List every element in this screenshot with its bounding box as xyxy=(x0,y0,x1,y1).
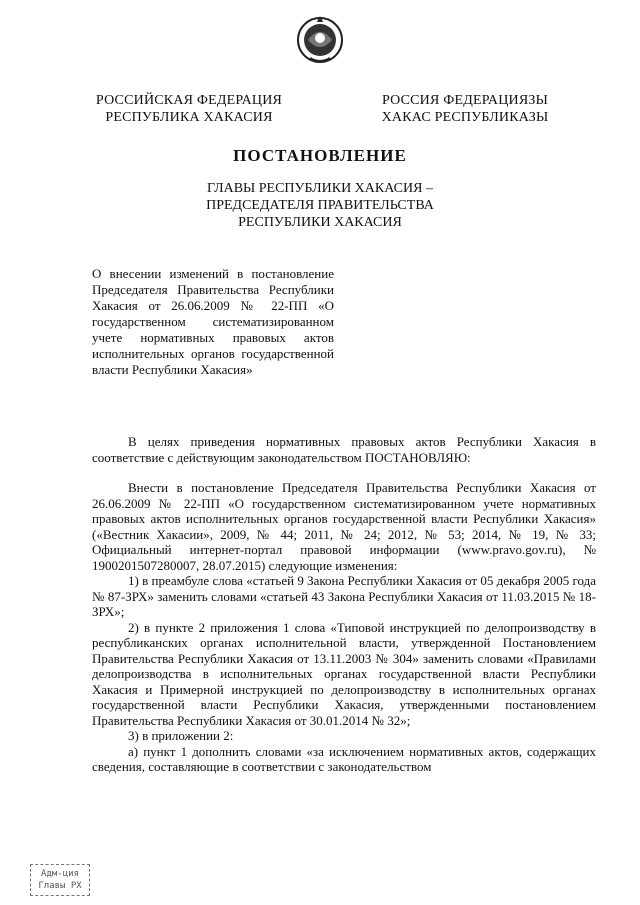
header-left-line-1: РОССИЙСКАЯ ФЕДЕРАЦИЯ xyxy=(95,93,283,108)
item-2: 2) в пункте 2 приложения 1 слова «Типовой инструкцией по делопроизводству в республиканских органах исполнительной власти, утвержденной Постановлением Правительства Республики Хакасия от 13.11.2003 № 304» заменить словами «Правилами делопроизводства в исполнительных органах государственной власти Республики Хакасия и Примерной инструкцией по делопроизводству в исполнительных органах государственной власти Республики Хакасия, утвержденными постановлением Правительства Республики Хакасия от 30.01.2014 № 32»; xyxy=(92,619,596,728)
registration-stamp xyxy=(30,864,90,896)
item-1: 1) в преамбуле слова «статьей 9 Закона Республики Хакасия от 05 декабря 2005 года № 87-ЗРХ» заменить словами «статьей 43 Закона Республики Хакасия от 11.03.2015 № 18-ЗРХ»; xyxy=(92,573,596,619)
header-khakas-federation xyxy=(370,92,560,126)
preamble-paragraph: В целях приведения нормативных правовых актов Республики Хакасия в соответствие с действующим законодательством ПОСТАНОВЛЯЮ: xyxy=(92,434,596,465)
issuer-line-2: ПРЕДСЕДАТЕЛЯ ПРАВИТЕЛЬСТВА xyxy=(206,198,434,213)
issuer-line-3: РЕСПУБЛИКИ ХАКАСИЯ xyxy=(238,215,402,230)
header-right-line-1: РОССИЯ ФЕДЕРАЦИЯЗЫ xyxy=(381,93,549,108)
coat-of-arms-emblem xyxy=(296,14,344,66)
item-3: 3) в приложении 2: xyxy=(128,728,234,743)
issuer-line-1: ГЛАВЫ РЕСПУБЛИКИ ХАКАСИЯ – xyxy=(207,181,433,196)
document-type: ПОСТАНОВЛЕНИЕ xyxy=(233,146,407,165)
header-right-line-2: ХАКАС РЕСПУБЛИКАЗЫ xyxy=(381,110,549,125)
document-subject: О внесении изменений в постановление Председателя Правительства Республики Хакасия от 26.06.2009 № 22-ПП «О государственном систематизированном учете нормативных правовых актов исполнительных органов государственной власти Республики Хакасия» xyxy=(92,266,334,377)
stamp-line-1: Адм-ция xyxy=(41,869,79,879)
stamp-line-2: Главы РХ xyxy=(38,881,82,891)
item-3a: а) пункт 1 дополнить словами «за исключением нормативных актов, содержащих сведения, составляющие в соответствии с законодательством xyxy=(92,743,596,774)
main-paragraph: Внести в постановление Председателя Правительства Республики Хакасия от 26.06.2009 № 22-ПП «О государственном систематизированном учете нормативных правовых актов исполнительных органов государственной власти Республики Хакасия» («Вестник Хакасии», 2009, № 44; 2011, № 24; 2012, № 53; 2014, № 19, № 33; Официальный интернет-портал правовой информации (www.pravo.gov.ru), № 1900201507280007, 28.07.2015) следующие изменения: xyxy=(92,480,596,573)
issuer-block xyxy=(160,180,480,231)
document-body xyxy=(92,434,596,775)
header-left-line-2: РЕСПУБЛИКА ХАКАСИЯ xyxy=(105,110,273,125)
header-russian-federation xyxy=(84,92,294,126)
